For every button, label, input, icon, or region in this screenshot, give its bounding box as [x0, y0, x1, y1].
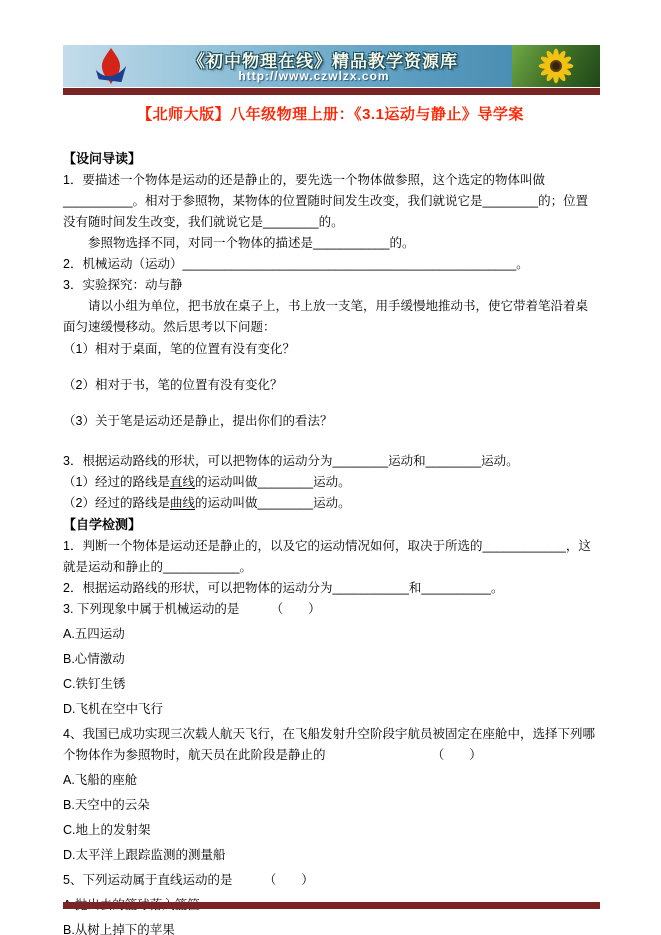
test-item-5: 5、下列运动属于直线运动的是 （ ）: [63, 873, 314, 887]
guide-item-3: 3．实验探究：动与静: [63, 278, 183, 292]
guide-sub-2: [63, 493, 600, 514]
option: A.五四运动: [63, 627, 125, 641]
top-divider-bar: [63, 88, 600, 95]
option: D.飞机在空中飞行: [63, 702, 164, 716]
header-banner: [63, 45, 600, 95]
option: D.太平洋上跟踪监测的测量船: [63, 848, 226, 862]
guide-item-1b: 参照物选择不同，对同一个物体的描述是___________的。: [88, 236, 415, 250]
text-segment: （2）经过的路线是: [63, 496, 170, 510]
sunflower-photo: [512, 45, 600, 87]
guide-question-3: （3）关于笔是运动还是静止，提出你们的看法？: [63, 414, 333, 428]
option: C.铁钉生锈: [63, 677, 126, 691]
section-header-guide: 【设问导读】: [63, 151, 142, 166]
banner-image: [63, 45, 600, 87]
site-url: http://www.czwlzx.com: [238, 69, 390, 83]
test-item-1: 1．判断一个物体是运动还是静止的，以及它的运动情况如何，取决于所选的____________，这就是运动和静止的___________。: [63, 539, 591, 574]
document-title: 【北师大版】八年级物理上册：《3.1运动与静止》导学案: [137, 106, 524, 123]
test-item-2: 2．根据运动路线的形状，可以把物体的运动分为___________和__________。: [63, 581, 504, 595]
test-item-3: 3. 下列现象中属于机械运动的是 （ ）: [63, 602, 321, 616]
guide-item-3-desc: 请以小组为单位，把书放在桌子上，书上放一支笔，用手缓慢地推动书，使它带着笔沿着桌面匀速缓慢移动。然后思考以下问题：: [63, 299, 589, 334]
sunflower-icon: [536, 46, 576, 86]
document-body: [63, 148, 600, 935]
option: B.从树上掉下的苹果: [63, 923, 175, 935]
guide-question-1: （1）相对于桌面，笔的位置有没有变化？: [63, 342, 295, 356]
guide-item-4: 3．根据运动路线的形状，可以把物体的运动分为________运动和________运动。: [63, 454, 519, 468]
text-segment: 的运动叫做________运动。: [194, 496, 351, 510]
text-segment: （1）经过的路线是: [63, 475, 170, 489]
test-item-4: 4、我国已成功实现三次载人航天飞行，在飞船发射升空阶段宇航员被固定在座舱中，选择下列哪个物体作为参照物时，航天员在此阶段是静止的 （ ）: [63, 727, 595, 762]
guide-item-2: 2．机械运动（运动）________________________________________________。: [63, 257, 529, 271]
underlined-term-straight-line: 直线: [169, 475, 195, 489]
option: B.天空中的云朵: [63, 798, 150, 812]
site-title: 《初中物理在线》精品教学资源库: [188, 52, 458, 71]
text-segment: 的运动叫做________运动。: [194, 475, 351, 489]
guide-question-2: （2）相对于书，笔的位置有没有变化？: [63, 378, 283, 392]
section-header-selftest: 【自学检测】: [63, 517, 142, 532]
guide-item-1: 1．要描述一个物体是运动的还是静止的，要先选一个物体做参照，这个选定的物体叫做__________。相对于参照物，某物体的位置随时间发生改变，我们就说它是________的；位置没有随时间发生改变，我们就说它是________的。: [63, 173, 589, 229]
option: B.心情激动: [63, 652, 125, 666]
underlined-term-curved-line: 曲线: [169, 496, 195, 510]
option: C.地上的发射架: [63, 823, 151, 837]
guide-sub-1: [63, 472, 600, 493]
bottom-divider-bar: [63, 902, 600, 909]
option: A.飞船的座舱: [63, 773, 138, 787]
